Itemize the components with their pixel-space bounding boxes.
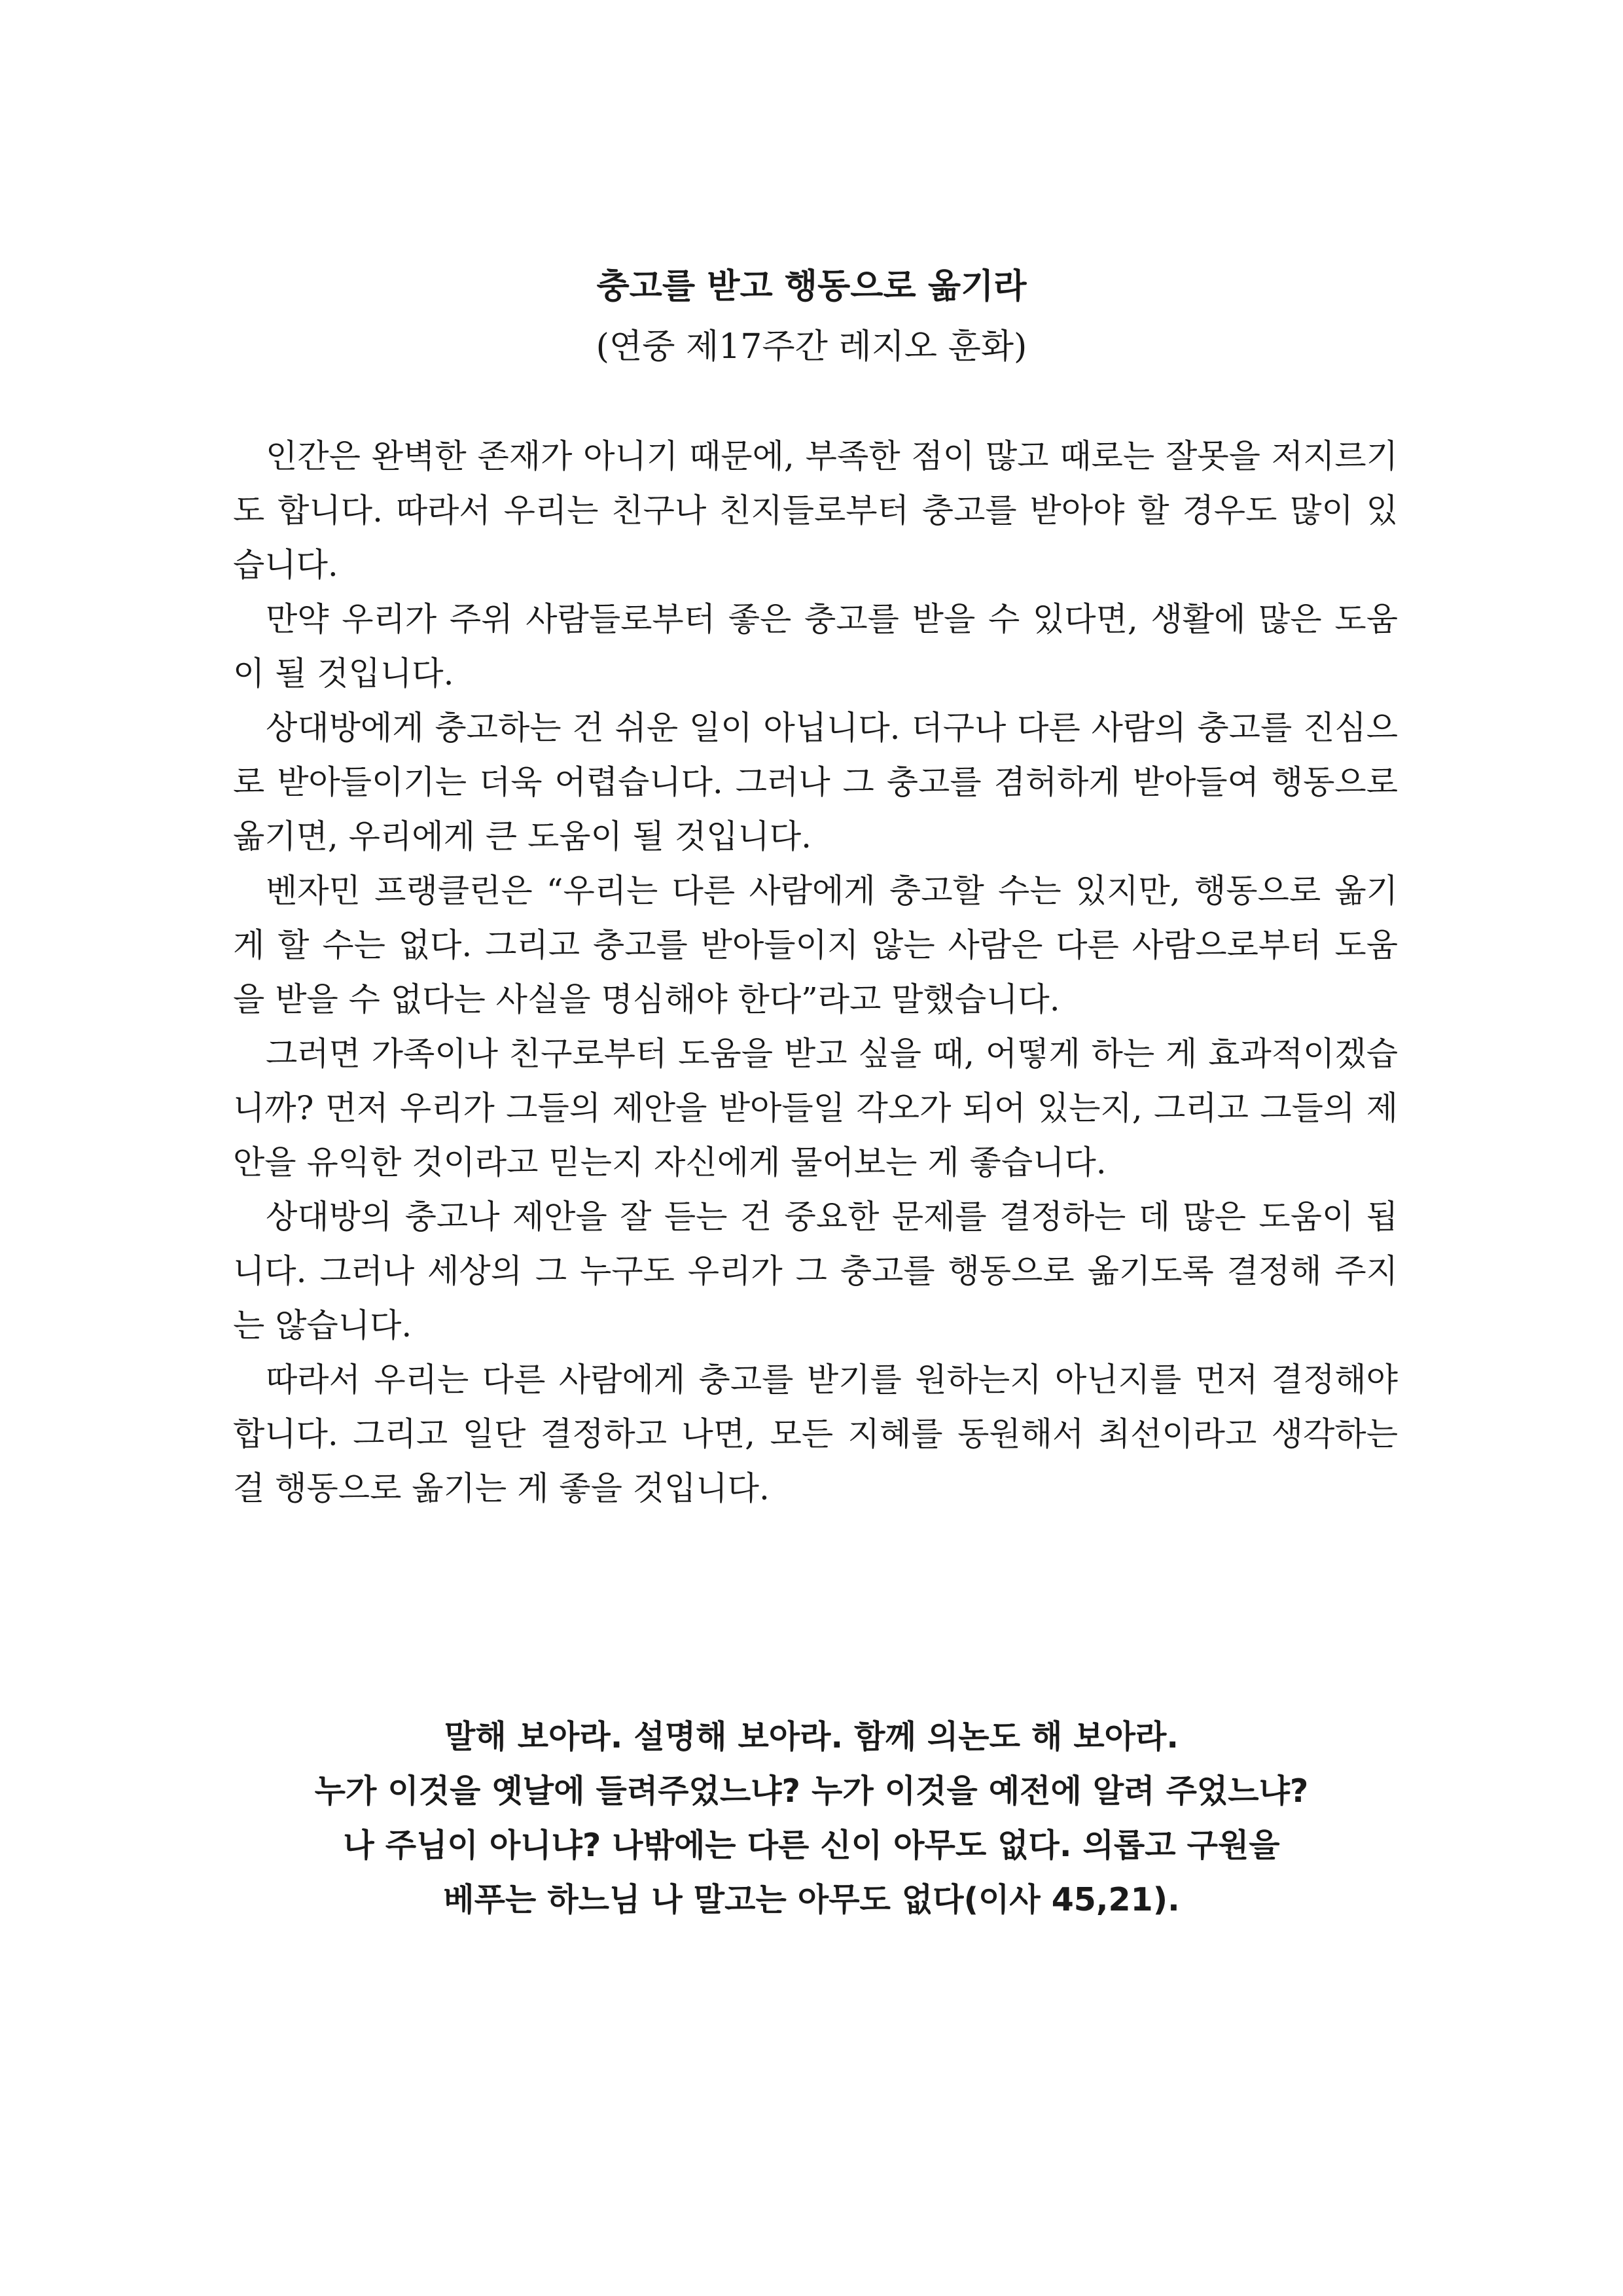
verse-line: 누가 이것을 옛날에 들려주었느냐? 누가 이것을 예전에 알려 주었느냐? (314, 1772, 1309, 1810)
paragraph: 벤자민 프랭클린은 “우리는 다른 사람에게 충고할 수는 있지만, 행동으로 옮기게 할 수는 없다. 그리고 충고를 받아들이지 않는 사람은 다른 사람으로부터 도움을 받을 수 없다는 사실을 명심해야 한다”라고 말했습니다. (233, 872, 1398, 1018)
paragraph: 그러면 가족이나 친구로부터 도움을 받고 싶을 때, 어떻게 하는 게 효과적이겠습니까? 먼저 우리가 그들의 제안을 받아들일 각오가 되어 있는지, 그리고 그들의 제안을 유익한 것이라고 믿는지 자신에게 물어보는 게 좋습니다. (233, 1035, 1398, 1181)
scripture-verse (0, 1710, 1623, 1927)
paragraph: 따라서 우리는 다른 사람에게 충고를 받기를 원하는지 아닌지를 먼저 결정해야 합니다. 그리고 일단 결정하고 나면, 모든 지혜를 동원해서 최선이라고 생각하는 걸 행동으로 옮기는 게 좋을 것입니다. (233, 1361, 1398, 1507)
paragraph: 만약 우리가 주위 사람들로부터 좋은 충고를 받을 수 있다면, 생활에 많은 도움이 될 것입니다. (233, 600, 1398, 692)
verse-line: 나 주님이 아니냐? 나밖에는 다른 신이 아무도 없다. 의롭고 구원을 (343, 1827, 1280, 1864)
verse-line: 말해 보아라. 설명해 보아라. 함께 의논도 해 보아라. (444, 1718, 1179, 1755)
body-text (233, 429, 1398, 1516)
paragraph: 상대방에게 충고하는 건 쉬운 일이 아닙니다. 더구나 다른 사람의 충고를 진심으로 받아들이기는 더욱 어렵습니다. 그러나 그 충고를 겸허하게 받아들여 행동으로 옮기면, 우리에게 큰 도움이 될 것입니다. (233, 709, 1398, 855)
paragraph: 인간은 완벽한 존재가 아니기 때문에, 부족한 점이 많고 때로는 잘못을 저지르기도 합니다. 따라서 우리는 친구나 친지들로부터 충고를 받아야 할 경우도 많이 있습니다. (233, 437, 1398, 584)
paragraph: 상대방의 충고나 제안을 잘 듣는 건 중요한 문제를 결정하는 데 많은 도움이 됩니다. 그러나 세상의 그 누구도 우리가 그 충고를 행동으로 옮기도록 결정해 주지는 않습니다. (233, 1198, 1398, 1344)
document-title: 충고를 받고 행동으로 옮기라 (596, 267, 1027, 306)
document-subtitle: (연중 제17주간 레지오 훈화) (596, 327, 1027, 367)
verse-line: 베푸는 하느님 나 말고는 아무도 없다(이사 45,21). (443, 1881, 1180, 1918)
